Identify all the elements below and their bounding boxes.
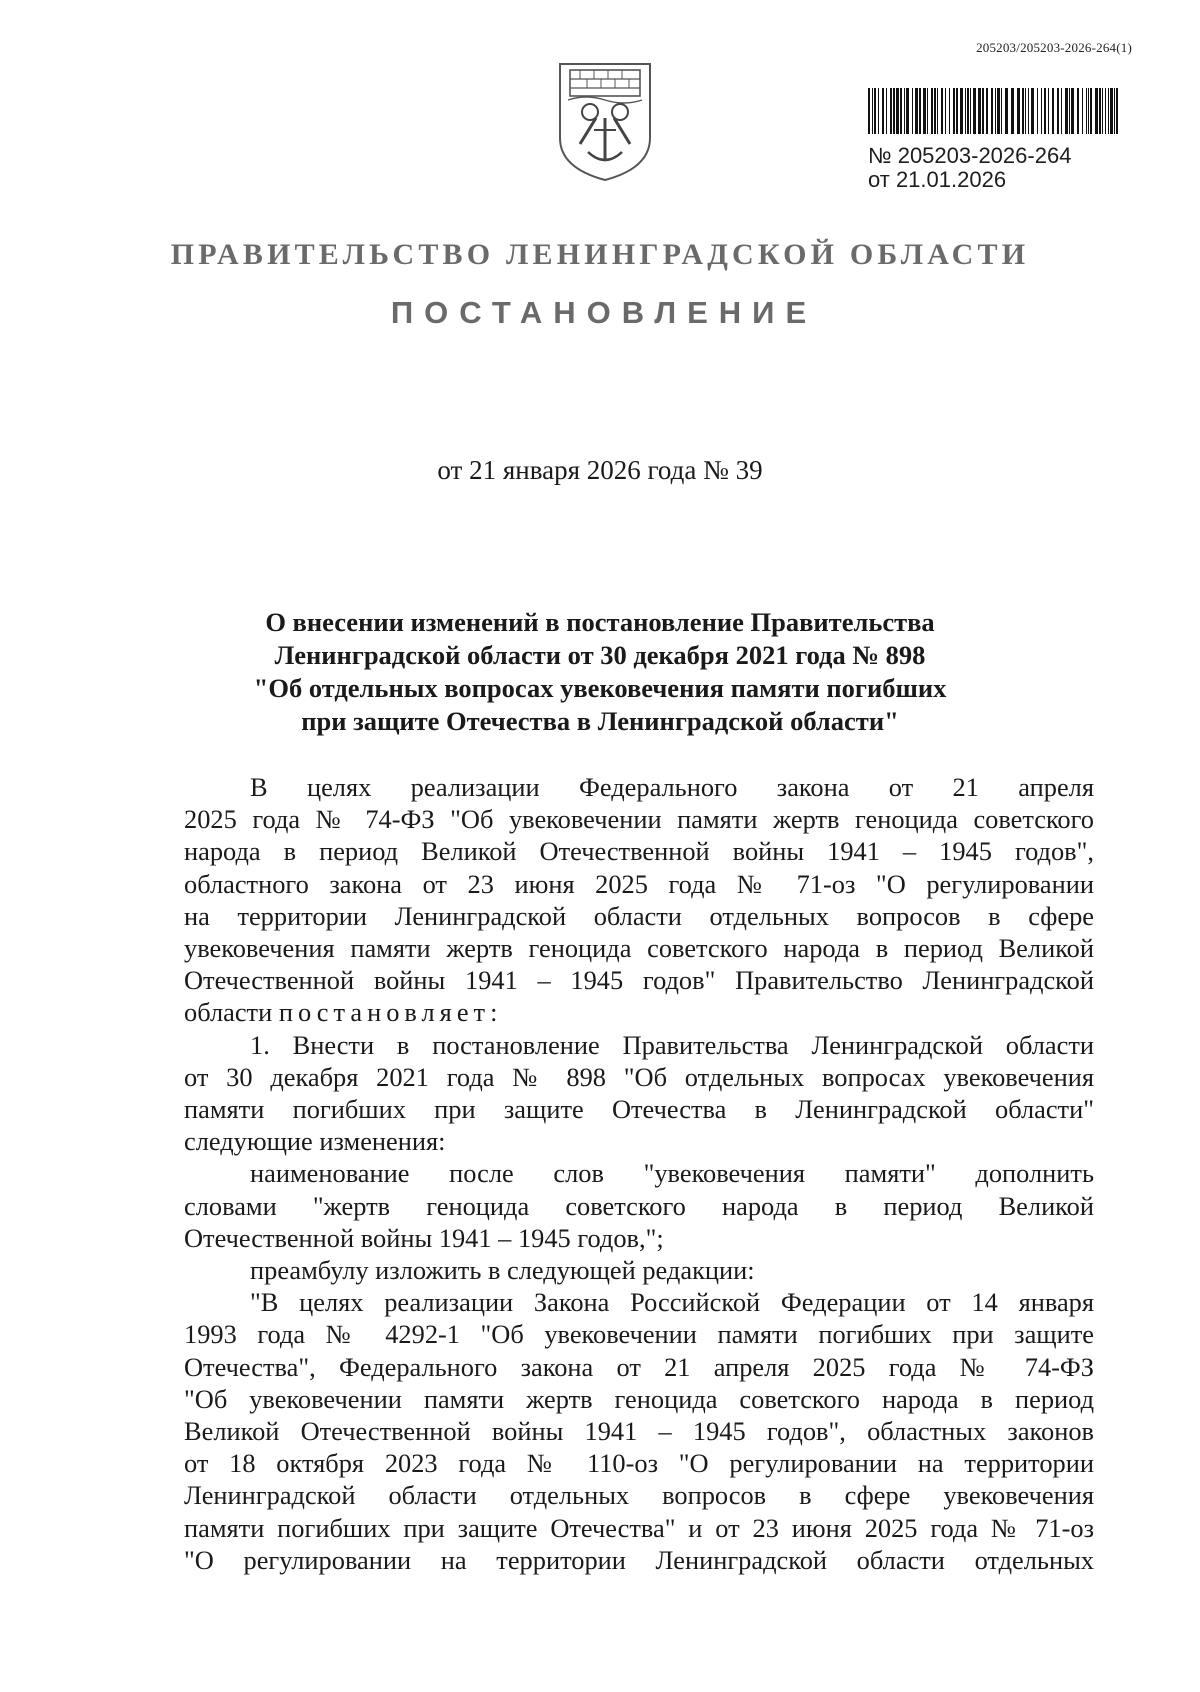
text-line: 1993 года № 4292-1 "Об увековечении памяти погибших при защите [184, 1319, 1094, 1350]
text-line: памяти погибших при защите Отечества в Ленинградской области" [184, 1094, 1094, 1125]
text-line [184, 996, 1094, 1028]
subject-line: О внесении изменений в постановление Правительства [265, 607, 935, 637]
item-1-paragraph [184, 1029, 1094, 1158]
text-line: Великой Отечественной войны 1941 – 1945 годов", областных законов [184, 1416, 1094, 1447]
document-body [184, 771, 1094, 1576]
text-line: от 30 декабря 2021 года № 898 "Об отдельных вопросах увековечения [184, 1061, 1094, 1092]
text-line: от 18 октября 2023 года № 110-оз "О регулировании на территории [184, 1448, 1094, 1479]
decree-word: постановляет: [278, 997, 503, 1028]
document-type-heading: ПОСТАНОВЛЕНИЕ [390, 295, 818, 330]
text-line: 2025 года № 74-ФЗ "Об увековечении памяти жертв геноцида советского [184, 804, 1094, 835]
text-line: 1. Внести в постановление Правительства Ленинградской области [250, 1029, 1094, 1060]
document-subject [190, 606, 1010, 738]
text-line: наименование после слов "увековечения памяти" дополнить [250, 1158, 1094, 1189]
new-preamble-paragraph [184, 1286, 1094, 1576]
text-line: областного закона от 23 июня 2025 года № 71-оз "О регулировании [184, 868, 1094, 899]
text-line: народа в период Великой Отечественной войны 1941 – 1945 годов", [184, 836, 1094, 867]
text-line: преамбулу изложить в следующей редакции: [250, 1255, 755, 1286]
text-line: Отечественной войны 1941 – 1945 годов" Правительство Ленинградской [184, 965, 1094, 996]
subject-line: Ленинградской области от 30 декабря 2021 года № 898 [274, 640, 926, 670]
text-fragment: области [184, 997, 279, 1028]
document-date-number: от 21 января 2026 года № 39 [437, 455, 763, 485]
text-line: увековечения памяти жертв геноцида советского народа в период Великой [184, 933, 1094, 964]
subject-line: "Об отдельных вопросах увековечения памяти погибших [253, 673, 947, 703]
government-title: ПРАВИТЕЛЬСТВО ЛЕНИНГРАДСКОЙ ОБЛАСТИ [170, 238, 1030, 271]
text-line: "О регулировании на территории Ленинградской области отдельных [184, 1544, 1094, 1575]
text-line: на территории Ленинградской области отдельных вопросов в сфере [184, 900, 1094, 931]
text-line: Ленинградской области отдельных вопросов в сфере увековечения [184, 1480, 1094, 1511]
text-line: следующие изменения: [184, 1126, 446, 1157]
text-line: памяти погибших при защите Отечества" и от 23 июня 2025 года № 71-оз [184, 1512, 1094, 1543]
text-line: Отечественной войны 1941 – 1945 годов,"; [184, 1222, 664, 1253]
text-line: Отечества", Федерального закона от 21 апреля 2025 года № 74-ФЗ [184, 1351, 1094, 1382]
coat-of-arms-emblem [556, 60, 654, 184]
registration-number: № 205203-2026-264 [868, 143, 1072, 168]
name-change-paragraph [184, 1157, 1094, 1254]
barcode-image [868, 88, 1120, 134]
preamble-paragraph [184, 771, 1094, 1029]
text-line: словами "жертв геноцида советского народа в период Великой [184, 1190, 1094, 1221]
registration-date: от 21.01.2026 [868, 167, 1007, 192]
text-line: "Об увековечении памяти жертв геноцида советского народа в период [184, 1383, 1094, 1414]
text-line: "В целях реализации Закона Российской Федерации от 14 января [250, 1287, 1094, 1318]
text-line: В целях реализации Федерального закона от 21 апреля [250, 772, 1094, 802]
subject-line: при защите Отечества в Ленинградской области" [301, 706, 899, 736]
document-reference: 205203/205203-2026-264(1) [976, 40, 1132, 55]
preamble-change-paragraph [184, 1254, 1094, 1286]
